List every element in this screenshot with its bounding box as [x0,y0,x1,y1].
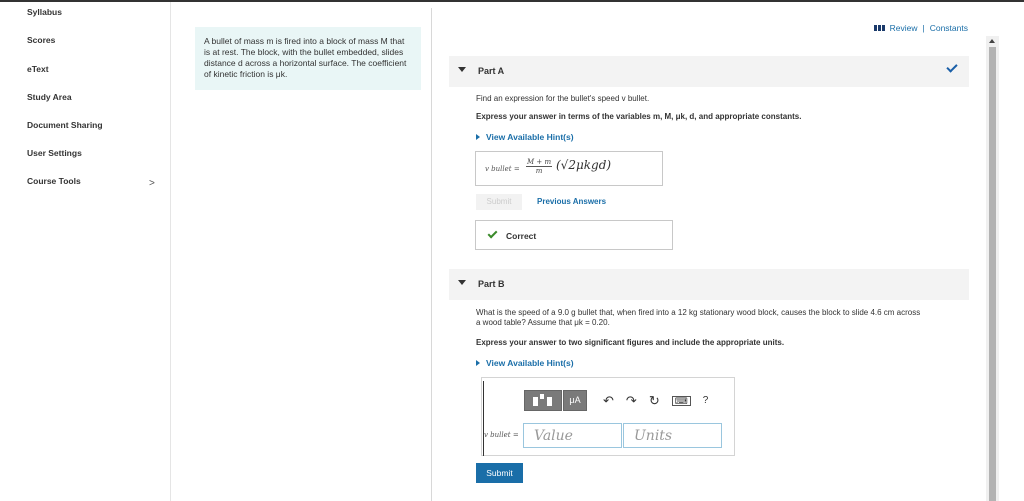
redo-icon[interactable]: ↷ [625,392,637,408]
caret-down-icon [458,280,466,285]
part-a-title: Part A [478,66,505,76]
answer-left-rule [483,381,484,456]
caret-down-icon [458,67,466,72]
column-divider [431,8,432,501]
part-b-header[interactable] [449,269,969,300]
triangle-right-icon [476,360,480,366]
part-a-hint-link[interactable] [476,132,574,142]
part-a-instruction: Express your answer in terms of the variables m, M, μk, d, and appropriate constants. [476,112,802,121]
sidebar-item-document-sharing[interactable]: Document Sharing [27,120,103,130]
review-constants-links [874,23,968,33]
correct-label: Correct [506,231,537,241]
triangle-right-icon [476,134,480,140]
part-a-hint-label: View Available Hint(s) [486,132,574,142]
problem-intro: A bullet of mass m is fired into a block of mass M that is at rest. The block, with the bullet embedded, slides distance d across a horizontal surface. The coefficient of kinetic friction is μk. [195,27,421,90]
check-icon [488,229,498,239]
sidebar-item-user-settings[interactable]: User Settings [27,148,82,158]
fraction-denominator: m [535,167,543,175]
part-b-answer-label: v bullet = [484,431,519,439]
sidebar-item-scores[interactable]: Scores [27,35,56,45]
answer-expression: (√2μkgd) [556,158,612,172]
part-a-answer-label: v bullet = [485,165,520,173]
scrollbar[interactable] [986,36,999,501]
part-a-answer-box [475,151,663,186]
scroll-up-arrow-icon[interactable] [989,39,995,43]
part-a-question: Find an expression for the bullet's speed v bullet. [476,94,650,103]
part-b-submit-button[interactable]: Submit [476,463,523,483]
part-b-question: What is the speed of a 9.0 g bullet that, when fired into a 12 kg stationary wood block, causes the block to slide 4.6 cm across a wood table? Assume that μk = 0.20. [476,308,921,327]
sidebar-item-etext[interactable]: eText [27,64,49,74]
value-input[interactable] [523,423,622,448]
units-button[interactable]: μA [563,390,587,411]
part-a-submit-button[interactable]: Submit [476,194,522,210]
check-icon [946,61,957,72]
sidebar [0,2,171,501]
sidebar-item-syllabus[interactable]: Syllabus [27,7,62,17]
constants-link[interactable]: Constants [929,23,968,33]
answer-fraction [526,158,552,175]
part-b-hint-link[interactable] [476,358,574,368]
part-b-instruction: Express your answer to two significant figures and include the appropriate units. [476,338,785,347]
reset-icon[interactable]: ↻ [648,392,660,408]
review-link[interactable]: Review [889,23,918,33]
sidebar-item-study-area[interactable]: Study Area [27,92,72,102]
keyboard-icon[interactable]: ⌨ [672,396,691,406]
math-toolbar [524,390,708,411]
part-b-hint-label: View Available Hint(s) [486,358,574,368]
review-icon [874,25,885,31]
undo-icon[interactable]: ↶ [603,392,614,408]
scroll-thumb[interactable] [989,47,996,501]
correct-feedback [475,220,673,250]
units-input[interactable] [623,423,722,448]
sidebar-item-course-tools[interactable]: Course Tools [27,176,81,186]
help-icon[interactable]: ? [702,395,709,406]
part-a-header[interactable] [449,56,969,87]
chevron-right-icon[interactable]: > [149,178,155,189]
link-separator: | [922,23,925,33]
fraction-numerator: M + m [527,158,552,166]
templates-button[interactable] [524,390,562,411]
previous-answers-link[interactable]: Previous Answers [537,197,607,206]
part-b-title: Part B [478,279,505,289]
